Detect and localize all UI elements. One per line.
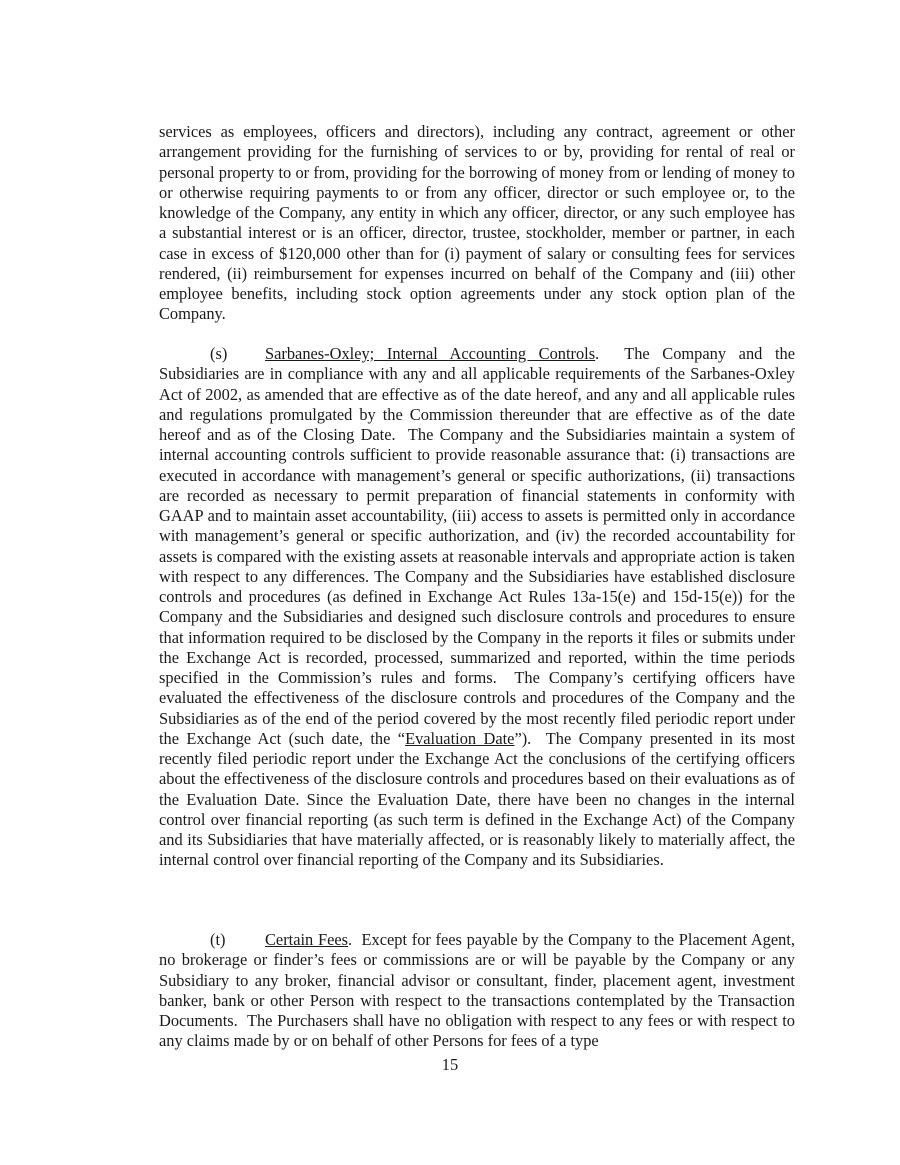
section-t-body: Except for fees payable by the Company to the Placement Agent, no brokerage or finder’s fees or commissions are or will be payable by the Company or any Subsidiary to any broker, financial advisor or consultant, finder, placement agent, investment banker, bank or other Person with respect to the transactions contemplated by the Transaction Documents. The Purchasers shall have no obligation with respect to any fees or with respect to any claims made by or on behalf of other Persons for fees of a type [159, 930, 800, 1051]
continuation-text: services as employees, officers and directors), including any contract, agreement or other arrangement providing for the furnishing of services to or by, providing for rental of real or personal property to or from, providing for the borrowing of money from or lending of money to or otherwise requiring payments to or from any officer, director or such employee or, to the knowledge of the Company, any entity in which any officer, director, or any such employee has a substantial interest or is an officer, director, trustee, stockholder, member or partner, in each case in excess of $120,000 other than for (i) payment of salary or consulting fees for services rendered, (ii) reimbursement for expenses incurred on behalf of the Company and (iii) other employee benefits, including stock option agreements under any stock option plan of the Company. [159, 122, 795, 324]
section-s-body-part1: The Company and the Subsidiaries are in compliance with any and all applicable requirements of the Sarbanes-Oxley Act of 2002, as amended that are effective as of the date hereof, and any and all applicable rules and regulations promulgated by the Commission thereunder that are effective as of the date hereof and as of the Closing Date. The Company and the Subsidiaries maintain a system of internal accounting controls sufficient to provide reasonable assurance that: (i) transactions are executed in accordance with management’s general or specific authorizations, (ii) transactions are recorded as necessary to permit preparation of financial statements in conformity with GAAP and to maintain asset accountability, (iii) access to assets is permitted only in accordance with management’s general or specific authorization, and (iv) the recorded accountability for assets is compared with the existing assets at reasonable intervals and appropriate action is taken with respect to any differences. The Company and the Subsidiaries have established disclosure controls and procedures (as defined in Exchange Act Rules 13a-15(e) and 15d-15(e)) for the Company and the Subsidiaries and designed such disclosure controls and procedures to ensure that information required to be disclosed by the Company in the reports it files or submits under the Exchange Act is recorded, processed, summarized and reported, within the time periods specified in the Commission’s rules and forms. The Company’s certifying officers have evaluated the effectiveness of the disclosure controls and procedures of the Company and the Subsidiaries as of the end of the period covered by the most recently filed periodic report under the Exchange Act (such date, the “ [159, 344, 800, 748]
section-t-letter: (t) [210, 930, 226, 949]
section-t-heading: Certain Fees [265, 930, 348, 949]
page-number: 15 [441, 1055, 459, 1074]
section-s-heading-punct: . [595, 344, 600, 363]
defined-term-evaluation-date: Evaluation Date [405, 728, 515, 748]
section-s-body-part2: ”). The Company presented in its most recently filed periodic report under the Exchange Act the conclusions of the certifying officers about the effectiveness of the disclosure controls and procedures based on their evaluations as of the Evaluation Date. Since the Evaluation Date, there have been no changes in the internal control over financial reporting (as such term is defined in the Exchange Act) of the Company and its Subsidiaries that have materially affected, or is reasonably likely to materially affect, the internal control over financial reporting of the Company and its Subsidiaries. [159, 728, 800, 870]
section-t-heading-punct: . [348, 930, 353, 949]
paragraph-section-t [159, 930, 800, 1052]
paragraph-section-s [159, 344, 800, 871]
section-s-letter: (s) [210, 344, 228, 363]
section-s-heading: Sarbanes-Oxley; Internal Accounting Controls [265, 344, 596, 363]
paragraph-continuation [159, 122, 795, 325]
